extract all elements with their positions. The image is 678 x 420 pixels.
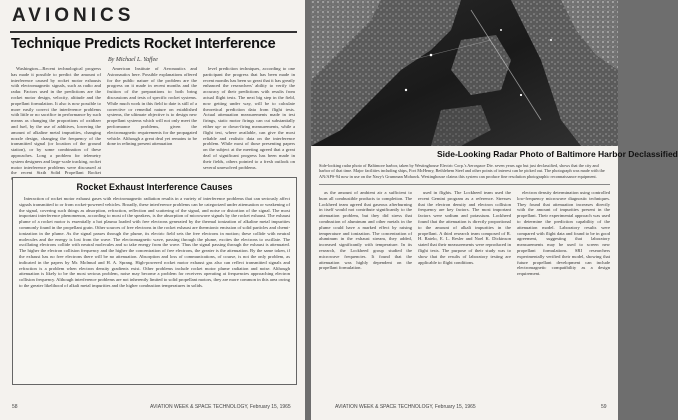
section-rule <box>10 31 297 33</box>
article-column-3: level prediction techniques, according to one participant the progress that has been made in recent months has been so great that it has greatly enhanced the researchers' ability to verify the accuracy of their predictions with results from actual flight tests. The next big step in the field, now getting under way, will be to calculate theoretical prediction data from flight tests. Actual attenuation measurements made in test firings, static motor firings can cut substantially either up- or down-firing measurements, while a flight test, where available, can give the most reliable and realistic data on the interference problem. While most of those presenting papers on the subject at the meeting agreed that a great deal of significant progress has been made in their fields, others pointed to a fresh outlook on several unresolved problems. <box>203 66 295 170</box>
section-title: AVIONICS <box>12 5 135 26</box>
article-headline: Technique Predicts Rocket Interference <box>11 36 276 52</box>
radar-photo <box>311 0 618 146</box>
footer-left: AVIATION WEEK & SPACE TECHNOLOGY, February 15, 1965 <box>150 404 291 410</box>
article-column-2: American Institute of Aeronautics and Astronautics here. Possible explanations offered for the public nature of the problem are the progress on it made in recent months and the fruition of the preparations to both bring discussions and tests of specific rocket systems. While much work in this field to date is still of a corrective or remedial nature on established systems, the ultimate objective is to design new propellant systems which will not only meet the performance problems, given the electromagnetic requirements for the propagated vehicle. Although a great deal yet remains to be done in refining present attenuation <box>107 66 197 147</box>
photo-caption-title: Side-Looking Radar Photo of Baltimore Harbor Declassified <box>437 149 678 159</box>
photo-caption: Side-looking radar photo of Baltimore harbor, taken by Westinghouse Electric Corp.'s Aerospace Div. seven years ago but just declassified, shows that the city and harbor of that time. Major facilities including ships, Fort McHenry, Bethlehem Steel and other points of interest can be picked out. The photograph was made with the AN/APS-94 now in use on the Navy's Grumman Mohawk. Westinghouse claims this system can produce fine resolution photographic reconnaissance equipment. <box>319 163 605 179</box>
right-column-1: as the amount of ambient air a sufficient to burn all combustible products to completion. The Lockheed team agreed that gaseous afterburning in itself would not contribute significantly to the attenuation problem, but they did stress that combustion of aluminum and other metals in the plume could have a marked effect by raising temperature and ionization. The concentration of aluminum in the exhaust stream, they added, increased significantly with temperature. In its research, the Lockheed group studied the microwave frequencies. It found that the attenuation was highly dependent on the propellant formulation. <box>319 190 412 271</box>
right-page <box>311 0 678 420</box>
right-column-3: electron density determination using controlled low-frequency microwave diagnostic techniques. They found that attenuation increases directly with the amount of impurities present in the propellant. Their experimental approach was used to determine the prediction capability of the attenuation model. Laboratory results were compared with flight data and found to be in good agreement, suggesting that laboratory measurements may be used to screen new propellant formulations. SRI researchers experimentally verified their model, showing that future propellant development can include electromagnetic compatibility as a design requirement. <box>517 190 610 277</box>
right-column-2: used in flights. The Lockheed team used the recent Gemini program as a reference. Stresses that the electron density and electron collision frequency are key factors. The most important factors were sodium and potassium. Lockheed found that the attenuation is directly proportional to the amount of alkali impurities in the propellant. A third research team composed of R. H. Ratelo, E. L. Resler and Noel K. Dickinson stated that their measurements were reproduced in flight tests. The purpose of their study was to show that the results of laboratory testing are applicable to flight conditions. <box>418 190 511 265</box>
page-number-left: 58 <box>12 404 18 410</box>
sidebar-title: Rocket Exhaust Interference Causes <box>76 182 233 192</box>
caption-rule <box>319 184 610 185</box>
left-page <box>0 0 305 420</box>
sidebar-box <box>12 177 297 385</box>
footer-right: AVIATION WEEK & SPACE TECHNOLOGY, February 15, 1965 <box>335 404 476 410</box>
page-number-right: 59 <box>601 404 607 410</box>
article-column-1: Washington—Recent technological progress has made it possible to predict the amount of interference caused by rocket motor exhausts with electromagnetic signals, such as radio and radar. Factors used in the predictions are the rocket motor design, velocity, altitude and the propellant formulation. It also is now possible to more easily correct the interference problems with little or no sacrifice in performance by such means as changing the proportions of oxidizer and fuel, by the use of additives, lowering the amount of alkaline metal impurities, changing nozzle design, changing the frequency of the transmitted signal (or location of the ground station), or by some combination of these approaches. Long a problem for telemetry system designers and large-scale tracking, rocket motor interference problems were discussed at the recent Sixth Solid Propellant Rocket <box>11 66 101 176</box>
byline: By Michael L. Yaffee <box>108 57 158 63</box>
sidebar-body: Interaction of rocket motor exhaust gases with electromagnetic radiation results in a variety of interference problems that can seriously affect signals transmitted to or from rocket-powered vehicles. Broadly, these interference problems can be categorized under attenuation or weakening of the signal, covering such things as absorption, refraction, reflection and scattering of the signal, and noise or distortion of the signal. The most important interference phenomenon, according to most of the speakers, is the absorption of microwave signals by the rocket exhaust. The exhaust plume of a rocket motor is essentially a hot plasma loaded with free electrons generated by the thermal ionization of alkaline metal impurities commonly found in the propellant grain. Other sources of free electrons in the rocket exhaust are thermionic emission of solid particles and chemi-ionization in the plume. As the signal passes through the plume, its electric field sets the free electrons in motion; these collide with neutral molecules and the energy is lost from the wave. The electromagnetic wave, passing through the plume, excites the electrons to oscillate. The oscillating electrons collide with neutral molecules and so take energy from the wave. Thus the signal passing through the exhaust is attenuated. The higher the electron collision frequency and the higher the concentration of free electrons, the greater is the attenuation. By the same token, if the exhaust has no free electrons there will be no attenuation. Absorption and loss of communications, of course, is not the only problem, as indicated in the papers by Mr. Molmud and H. A. Sprang. High-powered rocket motor exhaust gas also can reflect transmitted signals and refraction is a problem when electron density gradients exist. Other problems include rocket motor plume radiation and noise. Although attenuation is likely to be the most serious problem, noise may become a problem for receivers operating at frequencies approaching electron collision frequency. Although interference problems are not inherently limited to solid propellant motors, they are more common in this area owing to the greater likelihood of alkali metal impurities and the higher combustion temperatures in solids. <box>19 196 290 288</box>
